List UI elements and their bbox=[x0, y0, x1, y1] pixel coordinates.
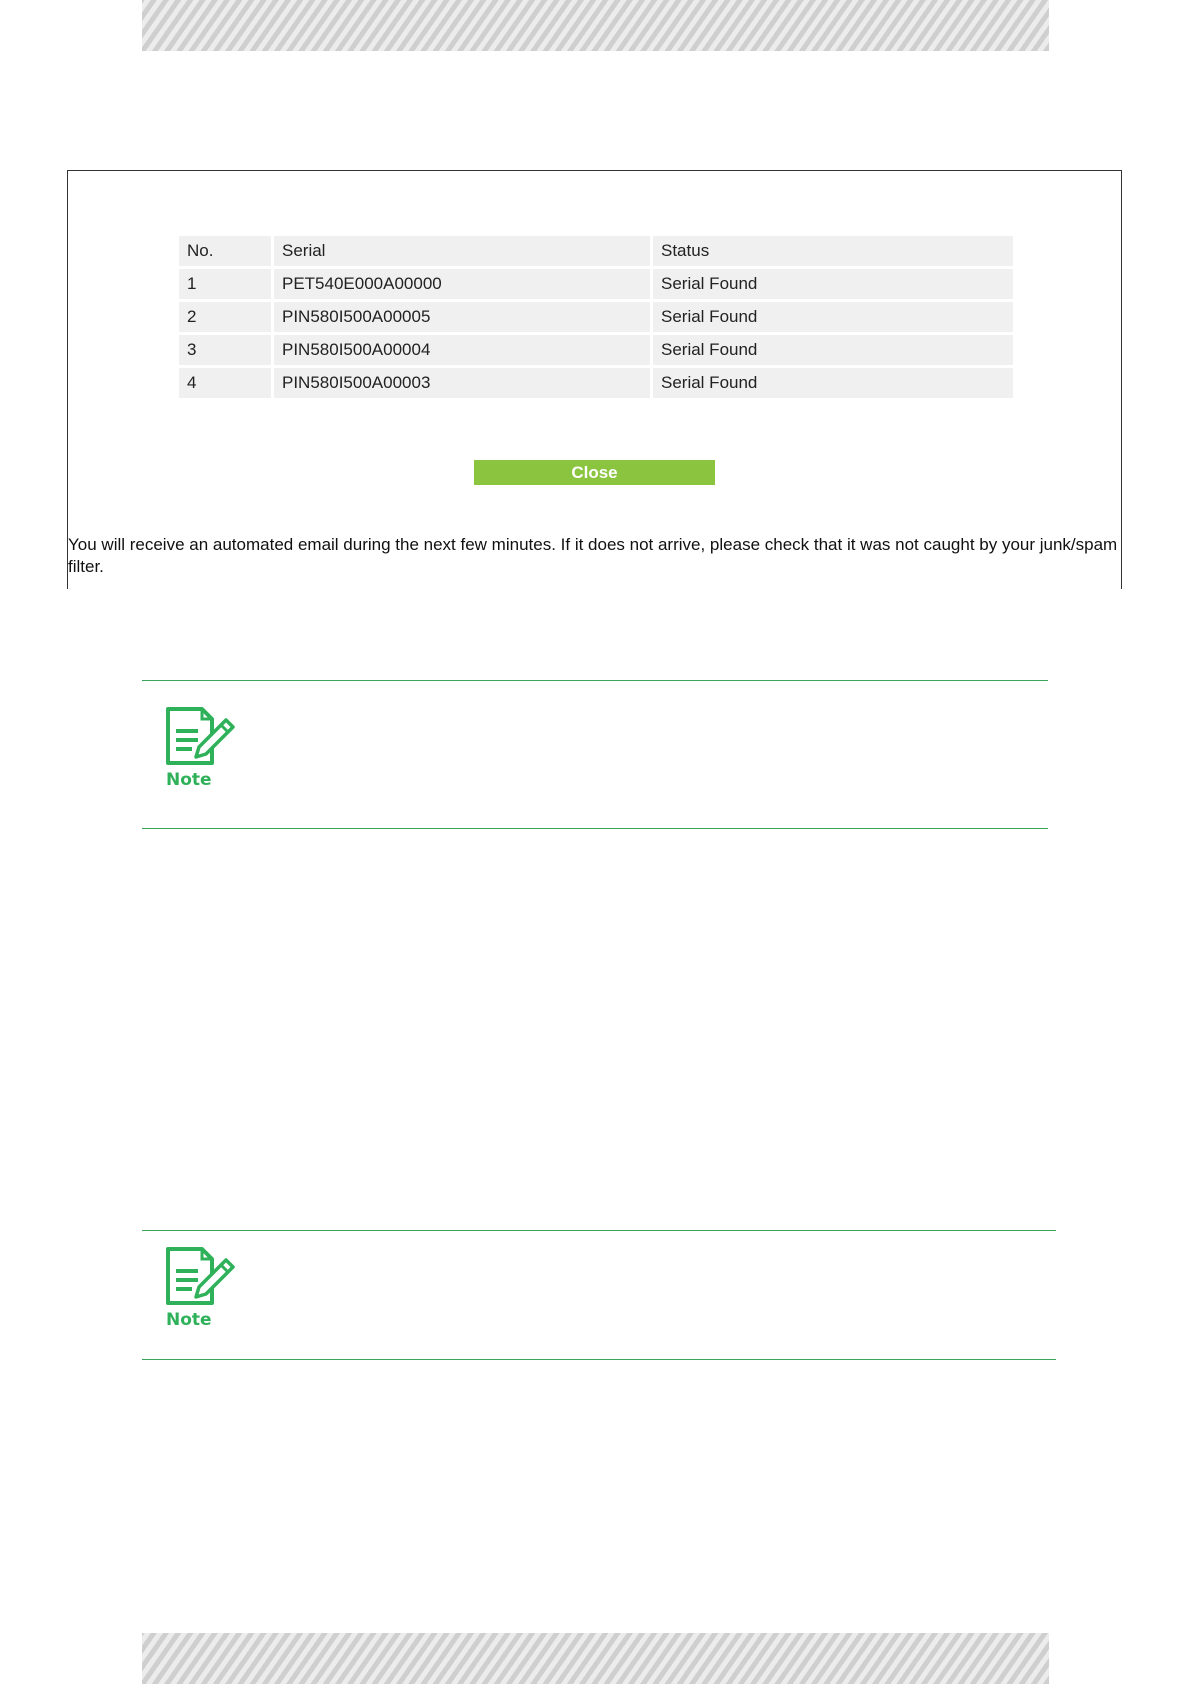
header-hatch-band bbox=[142, 0, 1049, 51]
row-serial: PIN580I500A00005 bbox=[274, 302, 650, 332]
row-number: 4 bbox=[179, 368, 271, 398]
table-row bbox=[179, 302, 1013, 332]
row-status: Serial Found bbox=[653, 269, 1013, 299]
close-button[interactable]: Close bbox=[474, 460, 715, 485]
table-row bbox=[179, 335, 1013, 365]
header-no: No. bbox=[179, 236, 271, 266]
footer-hatch-band bbox=[142, 1633, 1049, 1684]
serial-results-table bbox=[176, 233, 1016, 401]
row-number: 3 bbox=[179, 335, 271, 365]
note-box bbox=[142, 1230, 1056, 1360]
row-number: 2 bbox=[179, 302, 271, 332]
row-status: Serial Found bbox=[653, 302, 1013, 332]
row-serial: PET540E000A00000 bbox=[274, 269, 650, 299]
row-number: 1 bbox=[179, 269, 271, 299]
note-pencil-icon bbox=[162, 705, 240, 789]
row-status: Serial Found bbox=[653, 368, 1013, 398]
row-serial: PIN580I500A00003 bbox=[274, 368, 650, 398]
header-status: Status bbox=[653, 236, 1013, 266]
note-label: Note bbox=[166, 770, 212, 789]
table-row bbox=[179, 368, 1013, 398]
row-serial: PIN580I500A00004 bbox=[274, 335, 650, 365]
table-row bbox=[179, 269, 1013, 299]
note-pencil-icon bbox=[162, 1245, 240, 1329]
note-label: Note bbox=[166, 1310, 212, 1329]
table-header-row bbox=[179, 236, 1013, 266]
serial-results-panel bbox=[67, 170, 1122, 589]
header-serial: Serial bbox=[274, 236, 650, 266]
email-notice: You will receive an automated email during the next few minutes. If it does not arrive, please check that it was not caught by your junk/spam filter. bbox=[68, 535, 1118, 576]
note-box bbox=[142, 680, 1048, 829]
row-status: Serial Found bbox=[653, 335, 1013, 365]
